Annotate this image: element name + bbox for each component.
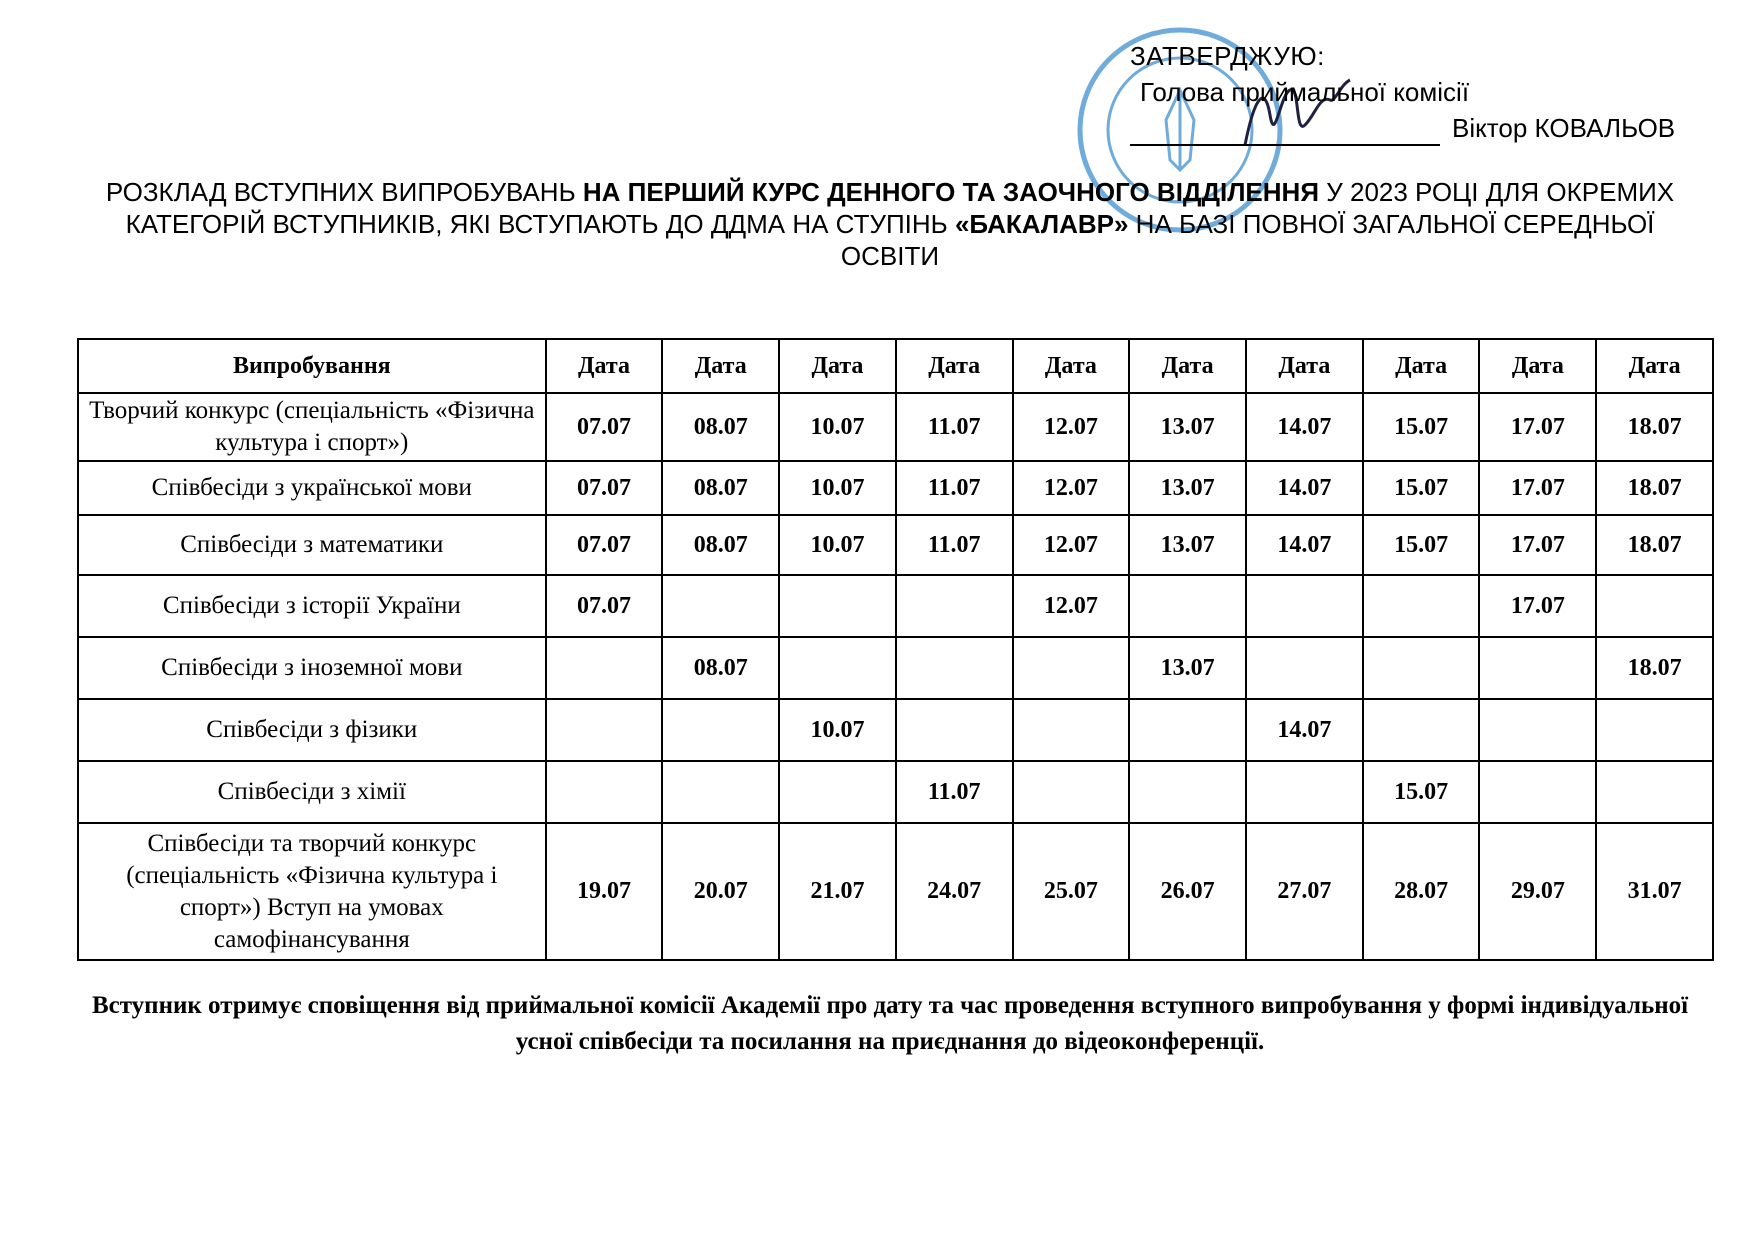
table-row [78,461,1713,515]
date-cell: 14.07 [1246,461,1363,515]
row-name: Співбесіди та творчий конкурс (спеціальність «Фізична культура і спорт») Вступ на умовах самофінансування [78,823,546,960]
header-cell: Дата [779,339,896,393]
date-cell: 11.07 [896,515,1013,575]
date-cell [1013,637,1130,699]
table-row [78,699,1713,761]
header-cell: Дата [1363,339,1480,393]
date-cell: 18.07 [1596,393,1713,461]
date-cell [546,761,663,823]
row-name: Співбесіди з хімії [78,761,546,823]
date-cell: 15.07 [1363,515,1480,575]
date-cell [1479,761,1596,823]
date-cell: 14.07 [1246,699,1363,761]
date-cell [1246,761,1363,823]
title-part-1: РОЗКЛАД ВСТУПНИХ ВИПРОБУВАНЬ [105,177,583,207]
date-cell: 10.07 [779,515,896,575]
date-cell: 27.07 [1246,823,1363,960]
date-cell: 10.07 [779,461,896,515]
row-name: Співбесіди з української мови [78,461,546,515]
date-cell [546,637,663,699]
table-row [78,637,1713,699]
date-cell: 25.07 [1013,823,1130,960]
date-cell: 07.07 [546,393,663,461]
row-name: Творчий конкурс (спеціальність «Фізична культура і спорт») [78,393,546,461]
date-cell [1013,761,1130,823]
row-name: Співбесіди з математики [78,515,546,575]
approval-signature-line [1130,110,1690,146]
date-cell: 08.07 [662,461,779,515]
date-cell: 14.07 [1246,515,1363,575]
date-cell: 18.07 [1596,461,1713,515]
date-cell: 13.07 [1129,515,1246,575]
header-cell: Дата [896,339,1013,393]
date-cell: 20.07 [662,823,779,960]
date-cell: 11.07 [896,461,1013,515]
date-cell: 11.07 [896,393,1013,461]
date-cell: 29.07 [1479,823,1596,960]
approval-signatory: Віктор КОВАЛЬОВ [1452,113,1676,143]
date-cell [896,637,1013,699]
header-cell: Дата [546,339,663,393]
signature-underline [1130,118,1440,146]
approval-title: ЗАТВЕРДЖУЮ: [1130,41,1325,71]
title-part-3: У 2023 РОЦІ ДЛЯ ОКРЕМИХ КАТЕГОРІЙ ВСТУПНИКІВ, ЯКІ ВСТУПАЮТЬ ДО ДДМА НА СТУПІНЬ [125,177,1675,239]
approval-position: Голова приймальної комісії [1140,77,1470,107]
date-cell: 17.07 [1479,461,1596,515]
date-cell: 21.07 [779,823,896,960]
table-row [78,761,1713,823]
date-cell [1246,637,1363,699]
date-cell: 10.07 [779,699,896,761]
date-cell [1596,575,1713,637]
date-cell [1013,699,1130,761]
date-cell [1596,761,1713,823]
date-cell: 13.07 [1129,637,1246,699]
date-cell: 24.07 [896,823,1013,960]
title-part-4: «БАКАЛАВР» [954,209,1129,239]
approval-block [1130,38,1690,146]
date-cell: 12.07 [1013,515,1130,575]
table-row [78,393,1713,461]
date-cell: 07.07 [546,515,663,575]
row-name: Співбесіди з фізики [78,699,546,761]
row-name: Співбесіди з іноземної мови [78,637,546,699]
date-cell [662,761,779,823]
date-cell: 12.07 [1013,393,1130,461]
date-cell [779,637,896,699]
date-cell: 08.07 [662,515,779,575]
table-header-row [78,339,1713,393]
date-cell [1129,761,1246,823]
date-cell [1363,699,1480,761]
date-cell: 08.07 [662,393,779,461]
date-cell [1596,699,1713,761]
date-cell: 13.07 [1129,393,1246,461]
date-cell [1363,637,1480,699]
date-cell: 17.07 [1479,515,1596,575]
header-cell: Випробування [78,339,546,393]
date-cell: 18.07 [1596,515,1713,575]
title-part-2: НА ПЕРШИЙ КУРС ДЕННОГО ТА ЗАОЧНОГО ВІДДІЛЕННЯ [582,177,1320,207]
header-cell: Дата [1479,339,1596,393]
header-cell: Дата [1596,339,1713,393]
date-cell [1479,699,1596,761]
date-cell: 07.07 [546,575,663,637]
table-row [78,823,1713,960]
date-cell [896,575,1013,637]
date-cell: 18.07 [1596,637,1713,699]
date-cell [779,575,896,637]
date-cell: 14.07 [1246,393,1363,461]
date-cell [1363,575,1480,637]
header-cell: Дата [1013,339,1130,393]
schedule-table [77,338,1714,961]
date-cell [1129,699,1246,761]
date-cell [1246,575,1363,637]
title-part-5: НА БАЗІ ПОВНОЇ ЗАГАЛЬНОЇ СЕРЕДНЬОЇ ОСВІТИ [840,209,1655,271]
header-cell: Дата [1246,339,1363,393]
date-cell: 31.07 [1596,823,1713,960]
date-cell: 28.07 [1363,823,1480,960]
date-cell: 10.07 [779,393,896,461]
row-name: Співбесіди з історії України [78,575,546,637]
header-cell: Дата [1129,339,1246,393]
date-cell: 13.07 [1129,461,1246,515]
date-cell: 17.07 [1479,575,1596,637]
table-row [78,515,1713,575]
date-cell: 19.07 [546,823,663,960]
date-cell [1479,637,1596,699]
date-cell: 15.07 [1363,461,1480,515]
date-cell: 12.07 [1013,461,1130,515]
date-cell: 08.07 [662,637,779,699]
date-cell: 15.07 [1363,761,1480,823]
page-title [80,176,1700,272]
date-cell: 07.07 [546,461,663,515]
table-row [78,575,1713,637]
date-cell: 12.07 [1013,575,1130,637]
date-cell [546,699,663,761]
date-cell [779,761,896,823]
date-cell [662,575,779,637]
date-cell: 26.07 [1129,823,1246,960]
date-cell: 11.07 [896,761,1013,823]
date-cell [1129,575,1246,637]
date-cell: 15.07 [1363,393,1480,461]
date-cell [662,699,779,761]
footer-note: Вступник отримує сповіщення від приймальної комісії Академії про дату та час проведення вступного випробування у формі індивідуальної усної співбесіди та посилання на приєднання до відеоконференції. [91,992,1689,1055]
header-cell: Дата [662,339,779,393]
date-cell: 17.07 [1479,393,1596,461]
date-cell [896,699,1013,761]
